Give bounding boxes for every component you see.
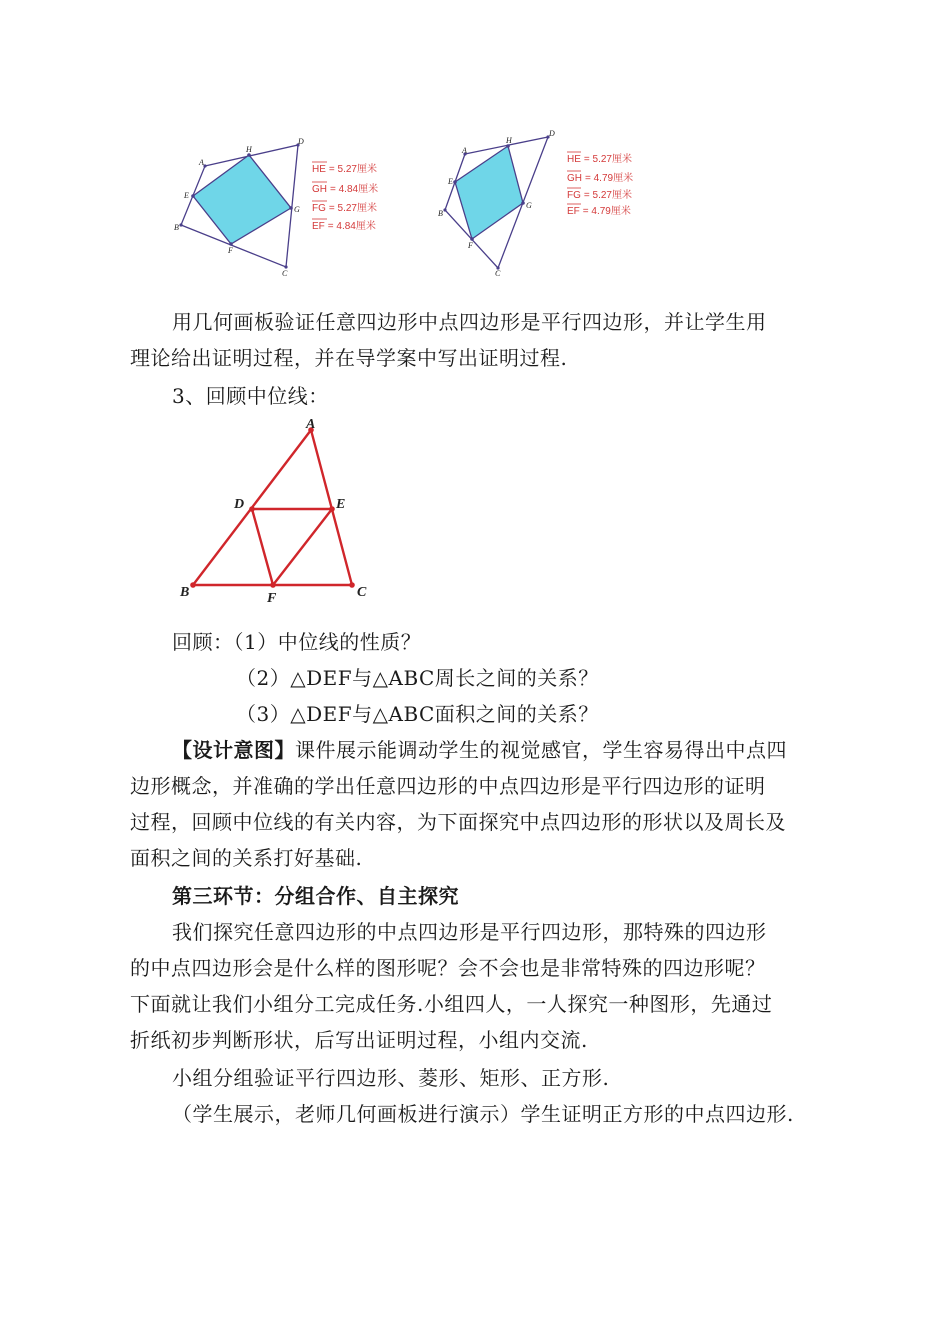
review-question-2: （2）△DEF与△ABC周长之间的关系？ (236, 666, 599, 690)
measure-seg-GH: GH (567, 173, 582, 184)
measure-seg-FG: FG (312, 203, 326, 214)
svg-text:FG= 5.27厘米 (312, 201, 377, 214)
paragraph-line: 过程，回顾中位线的有关内容，为下面探究中点四边形的形状以及周长及 (130, 810, 786, 834)
design-intent-line (172, 732, 787, 768)
label-C: C (282, 269, 288, 278)
label-A: A (306, 417, 316, 432)
label-D: D (234, 497, 245, 512)
midpoint-parallelogram (193, 155, 291, 244)
paragraph-line: 边形概念，并准确的学出任意四边形的中点四边形是平行四边形的证明 (130, 774, 766, 798)
measure-value-FG: = 5.27厘米 (583, 190, 632, 201)
measure-seg-EF: EF (312, 221, 325, 232)
measure-value-EF: = 4.79厘米 (582, 206, 631, 217)
paragraph-line: （学生展示，老师几何画板进行演示）学生证明正方形的中点四边形. (172, 1102, 794, 1126)
measure-value-FG: = 5.27厘米 (328, 203, 377, 214)
midline-triangle-figure (175, 415, 375, 605)
svg-text:GH= 4.84厘米 (312, 182, 378, 195)
label-C: C (495, 269, 501, 278)
midpoint-quadrilateral-figure-1 (165, 135, 405, 278)
paragraph-line: 理论给出证明过程，并在导学案中写出证明过程. (130, 346, 568, 370)
measure-value-EF: = 4.84厘米 (327, 221, 376, 232)
midpoint-quadrilateral-figure-2 (435, 129, 655, 278)
label-A: A (199, 158, 204, 167)
measure-value-GH: = 4.79厘米 (585, 173, 634, 184)
svg-text:EF= 4.84厘米 (312, 219, 376, 232)
label-F: F (267, 591, 277, 606)
section-heading-stage-3: 第三环节：分组合作、自主探究 (172, 884, 459, 908)
label-E: E (336, 497, 346, 512)
paragraph-line: 小组分组验证平行四边形、菱形、矩形、正方形. (172, 1066, 610, 1090)
svg-text:HE= 5.27厘米 (312, 162, 377, 175)
review-question-1: 回顾：（1）中位线的性质？ (172, 630, 422, 654)
label-G: G (526, 201, 532, 210)
paragraph-line: 我们探究任意四边形的中点四边形是平行四边形，那特殊的四边形 (172, 920, 767, 944)
label-G: G (294, 205, 300, 214)
paragraph-line: 折纸初步判断形状，后写出证明过程，小组内交流. (130, 1028, 588, 1052)
label-E: E (448, 177, 453, 186)
measure-value-HE: = 5.27厘米 (328, 164, 377, 175)
design-intent-label: 【设计意图】 (172, 738, 295, 762)
paragraph-line: 下面就让我们小组分工完成任务.小组四人，一人探究一种图形，先通过 (130, 992, 773, 1016)
measure-seg-HE: HE (312, 164, 326, 175)
paragraph-line: 用几何画板验证任意四边形中点四边形是平行四边形，并让学生用 (172, 310, 767, 334)
review-question-3: （3）△DEF与△ABC面积之间的关系？ (236, 702, 599, 726)
measure-seg-GH: GH (312, 184, 327, 195)
label-F: F (468, 241, 473, 250)
paragraph-line: 面积之间的关系打好基础. (130, 846, 363, 870)
label-E: E (184, 191, 189, 200)
measure-seg-FG: FG (567, 190, 581, 201)
label-H: H (246, 145, 252, 154)
svg-text:EF= 4.79厘米 (567, 204, 631, 217)
label-B: B (174, 223, 179, 232)
section-heading-3: 3、回顾中位线： (172, 384, 329, 408)
label-H: H (506, 136, 512, 145)
label-F: F (228, 246, 233, 255)
label-A: A (462, 146, 467, 155)
label-D: D (298, 137, 304, 146)
label-B: B (438, 209, 443, 218)
measure-seg-HE: HE (567, 154, 581, 165)
paragraph-line: 的中点四边形会是什么样的图形呢？会不会也是非常特殊的四边形呢？ (130, 956, 766, 980)
svg-text:FG= 5.27厘米 (567, 188, 632, 201)
measure-value-HE: = 5.27厘米 (583, 154, 632, 165)
measure-value-GH: = 4.84厘米 (330, 184, 379, 195)
triangle-DEF (252, 509, 332, 585)
svg-text:GH= 4.79厘米 (567, 171, 633, 184)
label-D: D (549, 129, 555, 138)
design-intent-text: 课件展示能调动学生的视觉感官，学生容易得出中点四 (295, 738, 787, 762)
label-C: C (357, 585, 367, 600)
label-B: B (180, 585, 190, 600)
measure-seg-EF: EF (567, 206, 580, 217)
svg-text:HE= 5.27厘米 (567, 152, 632, 165)
midpoint-parallelogram (455, 146, 523, 239)
triangle-ABC (193, 430, 352, 585)
